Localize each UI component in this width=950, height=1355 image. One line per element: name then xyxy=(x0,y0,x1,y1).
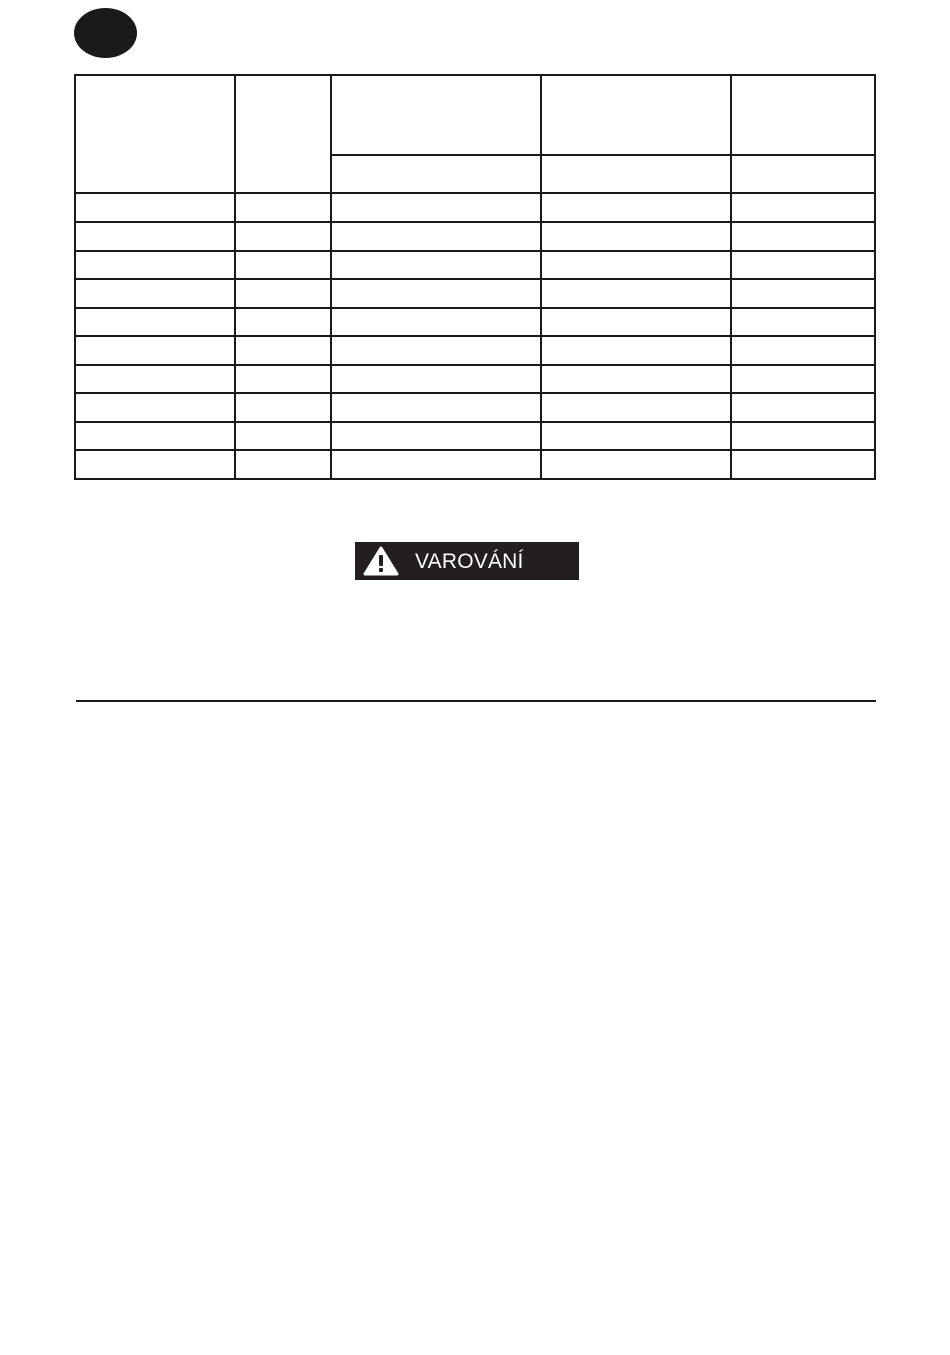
table-cell xyxy=(75,450,235,479)
table-cell xyxy=(731,422,875,451)
table-cell xyxy=(731,193,875,222)
table-subheader-cell xyxy=(541,155,731,193)
table-header-cell xyxy=(75,75,235,193)
table-header-cell xyxy=(731,75,875,155)
table-cell xyxy=(75,336,235,365)
table-cell xyxy=(331,251,541,280)
table-cell xyxy=(331,450,541,479)
table-subheader-cell xyxy=(731,155,875,193)
warning-triangle-icon xyxy=(363,546,399,576)
table-row xyxy=(75,308,875,337)
table-header-row xyxy=(75,75,875,155)
table-cell xyxy=(235,422,331,451)
table-cell xyxy=(235,308,331,337)
table-cell xyxy=(731,336,875,365)
table-cell xyxy=(541,193,731,222)
table-cell xyxy=(331,193,541,222)
table-cell xyxy=(541,422,731,451)
table-row xyxy=(75,279,875,308)
table-cell xyxy=(731,251,875,280)
table-cell xyxy=(541,393,731,422)
table-cell xyxy=(331,336,541,365)
warning-banner xyxy=(355,542,579,580)
table-cell xyxy=(235,365,331,394)
specifications-table xyxy=(74,74,876,480)
table-cell xyxy=(541,308,731,337)
table-cell xyxy=(75,222,235,251)
table-cell xyxy=(235,393,331,422)
table-cell xyxy=(75,193,235,222)
table-cell xyxy=(731,279,875,308)
table-cell xyxy=(331,365,541,394)
table-cell xyxy=(331,393,541,422)
table-cell xyxy=(75,279,235,308)
table-cell xyxy=(235,193,331,222)
table-cell xyxy=(75,251,235,280)
table-header-cell xyxy=(235,75,331,193)
table-cell xyxy=(75,422,235,451)
table-cell xyxy=(75,393,235,422)
table-cell xyxy=(541,450,731,479)
table-cell xyxy=(235,336,331,365)
table-cell xyxy=(541,336,731,365)
table-cell xyxy=(541,365,731,394)
table-cell xyxy=(75,308,235,337)
table-cell xyxy=(731,365,875,394)
table-cell xyxy=(541,279,731,308)
table-row xyxy=(75,450,875,479)
table-cell xyxy=(235,251,331,280)
table-row xyxy=(75,365,875,394)
table-cell xyxy=(75,365,235,394)
table-cell xyxy=(331,222,541,251)
table-cell xyxy=(331,308,541,337)
table-subheader-cell xyxy=(331,155,541,193)
language-badge xyxy=(74,8,137,58)
table-row xyxy=(75,251,875,280)
table-row xyxy=(75,422,875,451)
table-header-cell xyxy=(331,75,541,155)
table-cell xyxy=(331,279,541,308)
table-cell xyxy=(541,251,731,280)
table-cell xyxy=(235,450,331,479)
table-cell xyxy=(731,222,875,251)
table-row xyxy=(75,393,875,422)
table-row xyxy=(75,222,875,251)
table-cell xyxy=(541,222,731,251)
section-divider xyxy=(76,700,876,702)
table-header-cell xyxy=(541,75,731,155)
table-cell xyxy=(235,222,331,251)
table-cell xyxy=(731,393,875,422)
table-cell xyxy=(731,308,875,337)
table-row xyxy=(75,193,875,222)
table-row xyxy=(75,336,875,365)
table-cell xyxy=(235,279,331,308)
table-cell xyxy=(331,422,541,451)
table-cell xyxy=(731,450,875,479)
warning-label: VAROVÁNÍ xyxy=(415,549,524,573)
